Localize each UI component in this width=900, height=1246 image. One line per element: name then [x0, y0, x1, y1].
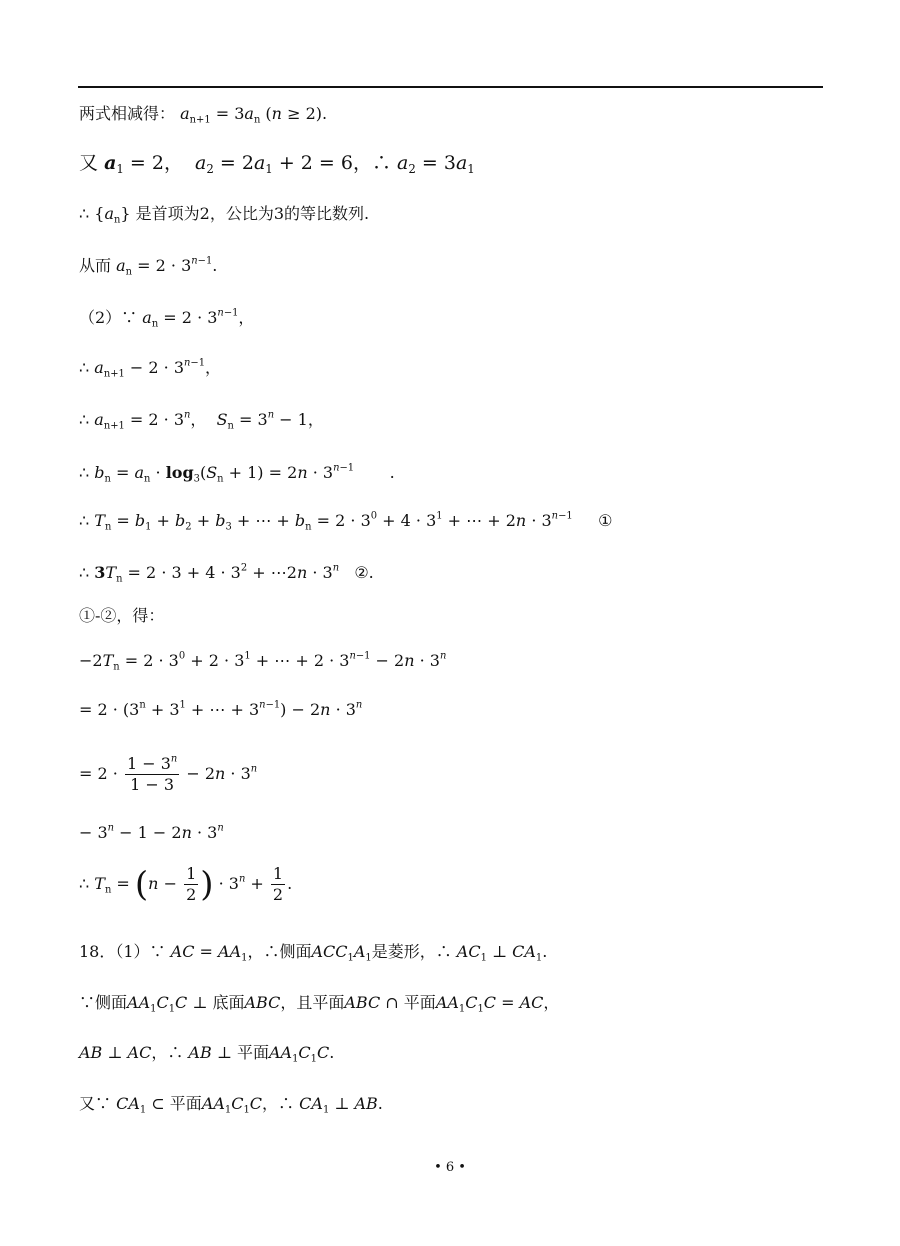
line-12: $-2T_n = 2 \cdot 3^0 + 2 \cdot 3^1$ + ⋯ + $2 \cdot 3^{n-1} - 2n \cdot 3^n$: [79, 650, 447, 673]
line-3: ∴ $\{a_n\}$ 是首项为2，公比为3的等比数列.: [79, 204, 370, 226]
line-2: 又 $a_1 = 2$， $a_2 = 2a_1 + 2 = 6$，∴ $a_2 = 3a_1$: [79, 152, 475, 177]
line-4-text: 从而: [79, 256, 112, 275]
line-11: [79, 606, 164, 626]
line-2-text: 又: [79, 152, 99, 174]
fraction: $\frac{1 - 3^n}{1 - 3}$: [126, 753, 178, 794]
line-15: − $3^n - 1 - 2n \cdot 3^n$: [79, 822, 224, 842]
line-10: ∴ $3T_n = 2 \cdot 3 + 4 \cdot 3^2$ + ⋯2n · $3^n$ ②.: [79, 562, 374, 585]
line-14: = 2 · $\frac{1 - 3^n}{1 - 3}$ − $2n \cdot 3^n$: [79, 753, 258, 794]
line-20: 又∵ $CA_1$ ⊂ 平面$AA_1C_1C$，∴ $CA_1$ ⊥ AB.: [79, 1094, 383, 1116]
line-20-text: 又∵: [79, 1094, 112, 1113]
line-16: ∴ $T_n = (n$ − $\frac{1}{2}$ ) · $3^n$ + $\frac{1}{2}$ .: [79, 864, 293, 905]
line-11-text: ①-②，得：: [79, 606, 165, 625]
line-5: （2）∵ $a_n = 2 \cdot 3^{n-1}$，: [79, 307, 255, 330]
line-19: AB ⊥ AC，∴ AB ⊥ 平面$AA_1C_1C$.: [79, 1043, 335, 1065]
line-3-text: 是首项为2，公比为3的等比数列.: [135, 204, 370, 223]
fraction-half: $\frac{1}{2}$: [186, 864, 197, 904]
line-1: 两式相减得： $a_{n+1} = 3a_n$ (n ≥ 2).: [79, 104, 328, 126]
line-6: ∴ $a_{n+1} - 2 \cdot 3^{n-1}$，: [79, 357, 222, 380]
line-17: 18．（1）∵ AC = $AA_1$，∴侧面$ACC_1A_1$是菱形，∴ $AC_1$ ⊥ $CA_1$.: [79, 942, 548, 964]
line-17-text: 18．（1）∵: [79, 942, 166, 961]
line-7: ∴ $a_{n+1} = 2 \cdot 3^n$， $S_n = 3^n - 1$，: [79, 409, 324, 432]
header-rule: [78, 86, 823, 88]
page-number: • 6 •: [434, 1160, 466, 1175]
line-9: ∴ $T_n = b_1 + b_2 + b_3$ + ⋯ + $b_n = 2 \cdot 3^0 + 4 \cdot 3^1$ + ⋯ + $2n \cdot 3^{n-1}$ ①: [79, 510, 613, 533]
line-13: = $2 \cdot (3^n + 3^1$ + ⋯ + $3^{n-1}) - 2n \cdot 3^n$: [79, 699, 363, 719]
line-1-text: 两式相减得：: [79, 104, 176, 123]
line-8: ∴ $b_n = a_n \cdot \log_3(S_n + 1) = 2n \cdot 3^{n-1}$ .: [79, 462, 395, 485]
line-18: ∵侧面$AA_1C_1C$ ⊥ 底面ABC，且平面ABC ∩ 平面$AA_1C_1C$ = AC，: [79, 993, 560, 1015]
line-5-text: （2）∵: [79, 308, 138, 327]
line-4: 从而 $a_n = 2 \cdot 3^{n-1}$.: [79, 255, 218, 278]
fraction-half-2: $\frac{1}{2}$: [272, 864, 284, 904]
